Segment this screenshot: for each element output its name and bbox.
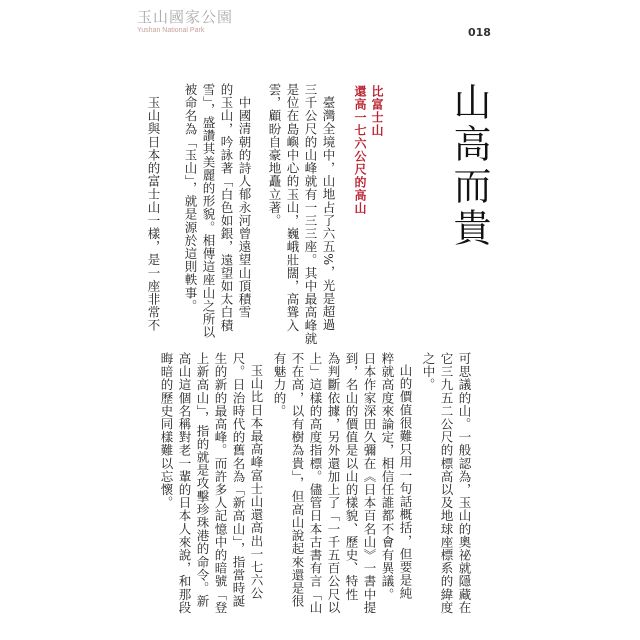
body-line: 可思議的山。一般認為，玉山的奧祕就隱藏在 <box>457 352 472 614</box>
body-line: 上」這樣的高度指標。儘管日本古書有言「山 <box>308 352 323 614</box>
body-line: 上新高山」，指的就是攻擊珍珠港的命令。新 <box>195 352 210 608</box>
body-line: 雲，顧盼自豪地矗立著。 <box>267 83 282 228</box>
body-line: 之中。 <box>421 352 436 392</box>
body-line: 晦暗的歷史同樣難以忘懷。 <box>159 352 174 510</box>
page-number: 018 <box>468 26 491 39</box>
body-line: 有魅力的。 <box>272 352 287 418</box>
body-line: 玉山與日本的富士山一樣，是一座非常不 <box>146 96 161 332</box>
header-subtitle: Yushan National Park <box>137 27 205 34</box>
body-line: 它三九五二公尺的標高以及地球座標系的緯度 <box>439 352 454 614</box>
body-line: 不在高，以有樹為貴」，但高山說起來還是很 <box>290 352 305 608</box>
body-line: 山的價值很難只用一句話概括，但要是純 <box>398 364 413 600</box>
running-header <box>137 8 233 35</box>
body-line: 三千公尺的山峰就有一三三座。其中最高峰就 <box>303 83 318 345</box>
body-line: 生的新的最高峰。而許多人記憶中的暗號「登 <box>213 352 228 614</box>
body-line: 是位在島嶼中心的玉山，巍峨壯闊，高聳入 <box>285 83 300 332</box>
chapter-subtitle-line-1: 比富士山 <box>370 85 384 137</box>
header-title: 玉山國家公園 <box>137 8 234 26</box>
body-line: 高山這個名稱對老一輩的日本人來說，和那段 <box>177 352 192 614</box>
chapter-title: 山高而貴 <box>447 82 491 250</box>
body-line: 被命名為「玉山」，就是源於這則軼事。 <box>183 83 198 313</box>
chapter-subtitle-line-2: 還高一七六公尺的高山 <box>353 85 367 215</box>
body-line: 臺灣全境中，山地占了六五%，光是超過 <box>321 96 336 332</box>
body-line: 到，名山的價值是以山的樣貌、歷史、特性 <box>344 352 359 601</box>
body-line: 為判斷依據，另外還加上了「一千五百公尺以 <box>326 352 341 614</box>
body-line: 日本作家深田久彌在《日本百名山》一書中提 <box>362 352 377 614</box>
body-line: 雪」，盛讚其美麗的形貌。相傳這座山之所以 <box>201 83 216 339</box>
body-line: 粹就高度來論定，相信任誰都不會有異議。 <box>380 352 395 601</box>
body-line: 中國清朝的詩人郁永河曾遠望山頂積雪 <box>237 96 252 319</box>
body-line: 的玉山，吟詠著「白色如銀，遠望如太白積 <box>219 83 234 332</box>
body-line: 尺。日治時代的舊名為「新高山」，指當時誕 <box>231 352 246 608</box>
body-line: 玉山比日本最高峰富士山還高出一七六公 <box>249 364 264 600</box>
